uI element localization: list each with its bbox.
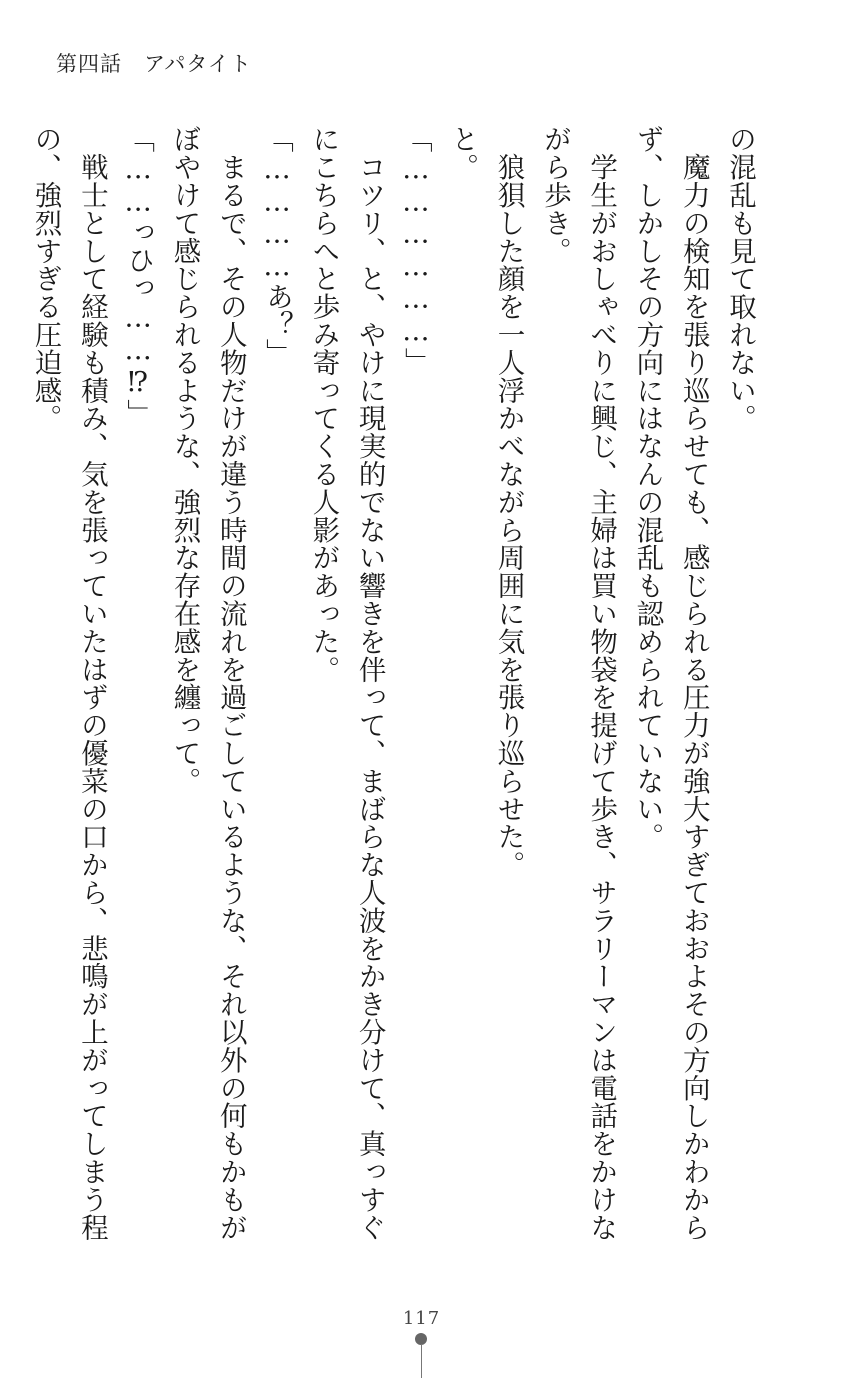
running-head: 第四話 アパタイト — [56, 52, 252, 76]
page-marker-line — [421, 1344, 422, 1378]
text-line: 学生がおしゃべりに興じ、主婦は買い物袋を提げて歩き、サラリーマンは電話をかけな — [585, 125, 618, 1241]
text-line: 戦士として経験も積み、気を張っていたはずの優菜の口から、悲鳴が上がってしまう程 — [75, 125, 108, 1241]
text-line: 狼狽した顔を一人浮かべながら周囲に気を張り巡らせた。 — [492, 125, 525, 879]
page-number: 117 — [402, 1308, 441, 1329]
text-line: ず、しかしその方向にはなんの混乱も認められていない。 — [631, 125, 664, 851]
text-line: にこちらへと歩み寄ってくる人影があった。 — [307, 125, 340, 683]
text-line: がら歩き。 — [538, 125, 571, 265]
body-text — [29, 125, 763, 1255]
text-line: 魔力の検知を張り巡らせても、感じられる圧力が強大すぎておおよその方向しかわから — [677, 125, 710, 1241]
text-line: 「………………」 — [399, 125, 432, 376]
text-line: まるで、その人物だけが違う時間の流れを過ごしているような、それ以外の何もかもが — [214, 125, 247, 1241]
text-line: と。 — [446, 125, 479, 181]
text-line: の混乱も見て取れない。 — [724, 125, 756, 432]
text-line: 「…………あ？」 — [261, 125, 294, 367]
text-line: ぼやけて感じられるような、強烈な存在感を纏って。 — [168, 125, 201, 795]
text-line: コツリ、と、やけに現実的でない響きを伴って、まばらな人波をかき分けて、真っすぐ — [353, 125, 386, 1241]
text-line: の、強烈すぎる圧迫感。 — [29, 125, 62, 432]
text-line: 「……っひっ……⁉」 — [122, 125, 155, 427]
